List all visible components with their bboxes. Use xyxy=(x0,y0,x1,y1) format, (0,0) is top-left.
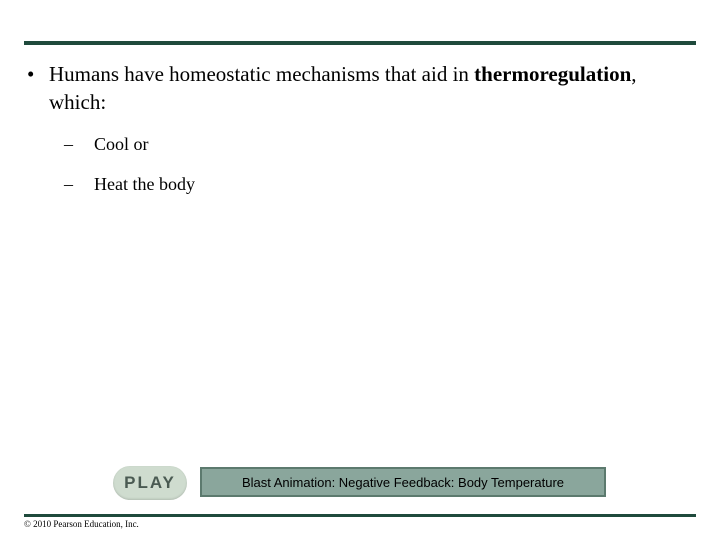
sub-bullet-heat xyxy=(64,173,195,195)
bullet-dot: • xyxy=(27,62,35,86)
bullet-bold-term: thermoregulation xyxy=(474,62,632,86)
top-divider xyxy=(24,41,696,45)
bullet-prefix: Humans have homeostatic mechanisms that aid in xyxy=(49,62,475,86)
sub-bullet-cool xyxy=(64,133,149,155)
animation-link-button[interactable]: Blast Animation: Negative Feedback: Body Temperature xyxy=(200,467,606,497)
copyright-notice: © 2010 Pearson Education, Inc. xyxy=(24,519,139,529)
sub-bullet-text: Heat the body xyxy=(94,174,195,194)
main-bullet-text xyxy=(49,60,667,116)
sub-bullet-text: Cool or xyxy=(94,134,149,154)
bullet-suffix: , which: xyxy=(49,62,637,114)
main-bullet xyxy=(27,60,667,116)
play-button[interactable]: PLAY xyxy=(113,466,187,500)
bottom-divider xyxy=(24,514,696,517)
dash-marker: – xyxy=(64,174,73,194)
dash-marker: – xyxy=(64,134,73,154)
